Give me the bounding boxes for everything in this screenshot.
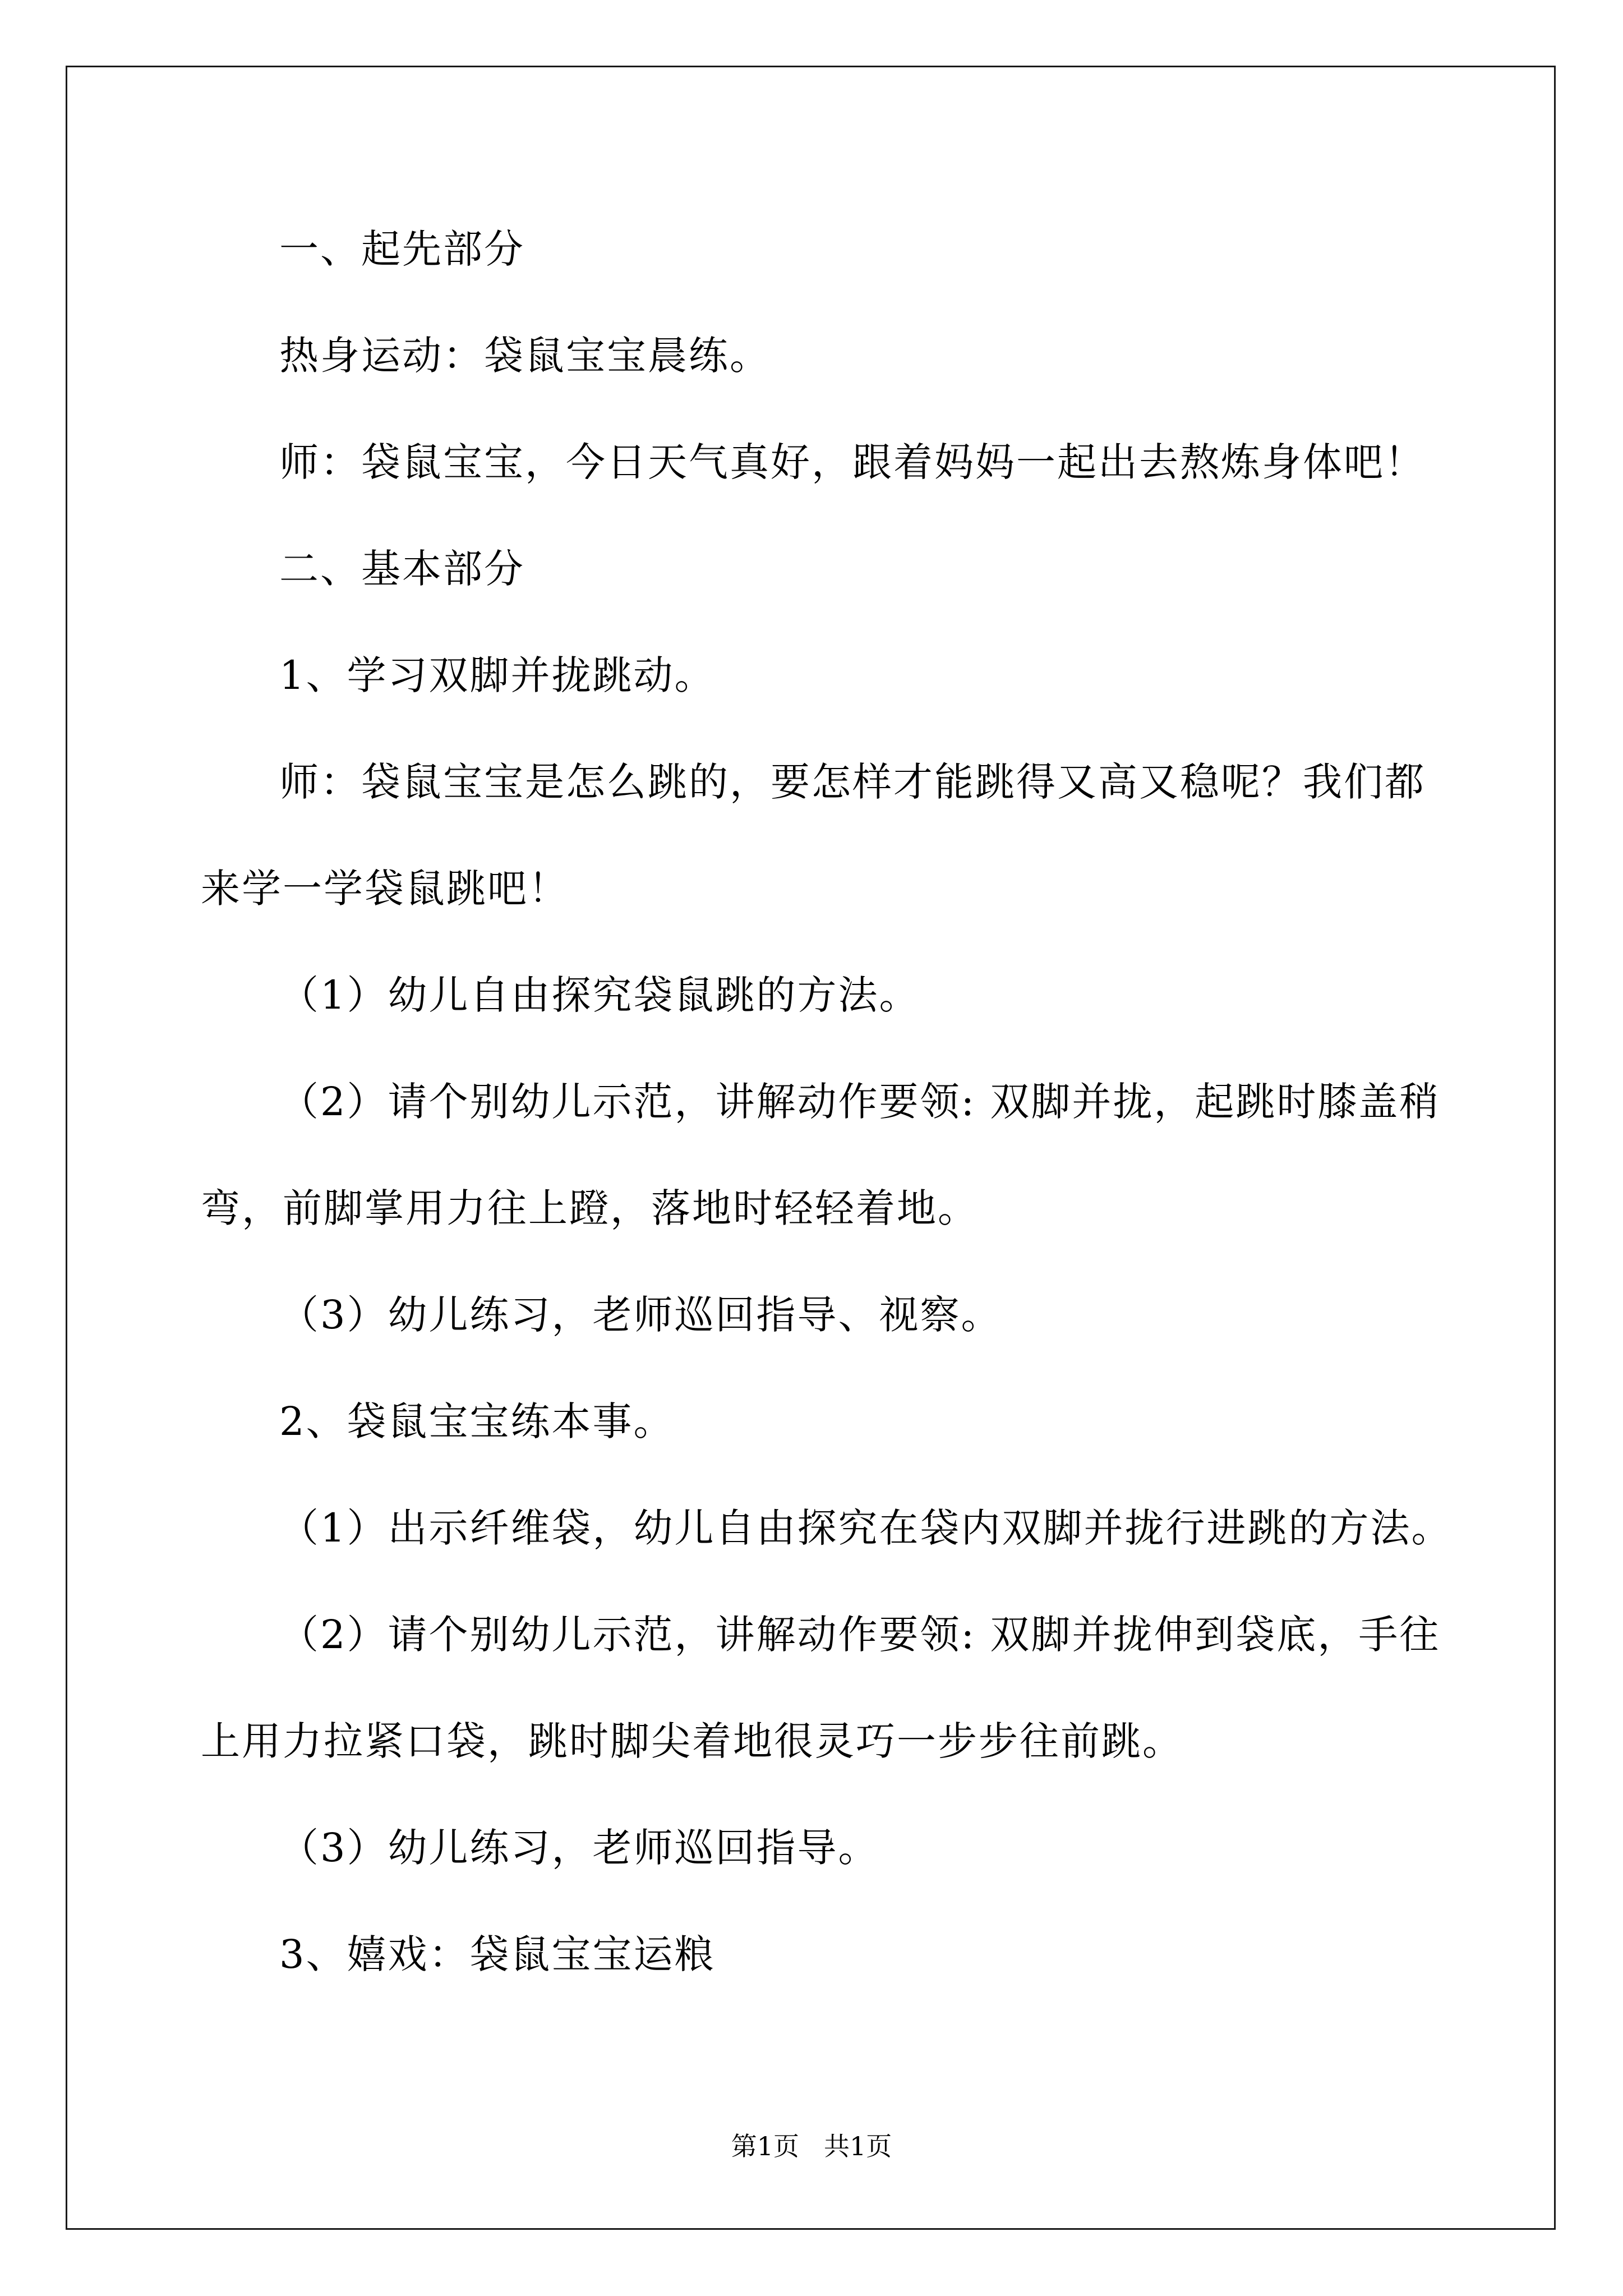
item-heading-2: [201, 1368, 1524, 1475]
teacher-question-paragraph: [201, 729, 1524, 942]
paragraph-line: 师：袋鼠宝宝是怎么跳的，要怎样才能跳得又高又稳呢？我们都: [279, 759, 1426, 805]
step-paragraph: [201, 1475, 1524, 1581]
paragraph-line: （1）出示纤维袋，幼儿自由探究在袋内双脚并拢行进跳的方法。: [279, 1505, 1453, 1551]
paragraph-line: （2）请个别幼儿示范，讲解动作要领: 双脚并拢伸到袋底，手往: [279, 1612, 1441, 1658]
paragraph-line: 来学一学袋鼠跳吧！: [201, 866, 569, 912]
step-paragraph: [201, 1048, 1524, 1262]
paragraph-line: 1、学习双脚并拢跳动。: [279, 652, 716, 698]
paragraph-line: 师：袋鼠宝宝，今日天气真好，跟着妈妈一起出去熬炼身体吧！: [279, 439, 1426, 485]
paragraph-line: 二、基本部分: [279, 546, 525, 592]
page-footer: [0, 2132, 1623, 2161]
paragraph-line: 一、起先部分: [279, 226, 525, 272]
paragraph-line: （1）幼儿自由探究袋鼠跳的方法。: [279, 972, 920, 1018]
paragraph-line: 3、嬉戏：袋鼠宝宝运粮: [279, 1931, 716, 1977]
paragraph-line: （3）幼儿练习，老师巡回指导、视察。: [279, 1292, 1002, 1338]
step-paragraph: [201, 942, 1524, 1048]
page-total: 共1页: [824, 2131, 892, 2161]
section-heading-basic: [201, 516, 1524, 622]
warmup-paragraph: [201, 302, 1524, 409]
item-heading-1: [201, 622, 1524, 729]
document-body: [201, 196, 1524, 2008]
paragraph-line: （3）幼儿练习，老师巡回指导。: [279, 1825, 879, 1871]
paragraph-line: （2）请个别幼儿示范，讲解动作要领: 双脚并拢，起跳时膝盖稍: [279, 1079, 1441, 1125]
paragraph-line: 热身运动：袋鼠宝宝晨练。: [279, 333, 771, 379]
paragraph-line: 弯，前脚掌用力往上蹬，落地时轻轻着地。: [201, 1185, 979, 1231]
paragraph-line: 2、袋鼠宝宝练本事。: [279, 1398, 675, 1444]
page-number: 第1页: [731, 2131, 799, 2161]
step-paragraph: [201, 1795, 1524, 1901]
teacher-line-paragraph: [201, 409, 1524, 516]
step-paragraph: [201, 1262, 1524, 1368]
paragraph-line: 上用力拉紧口袋，跳时脚尖着地很灵巧一步步往前跳。: [201, 1718, 1183, 1764]
step-paragraph: [201, 1581, 1524, 1795]
section-heading-start: [201, 196, 1524, 302]
item-heading-3: [201, 1901, 1524, 2008]
